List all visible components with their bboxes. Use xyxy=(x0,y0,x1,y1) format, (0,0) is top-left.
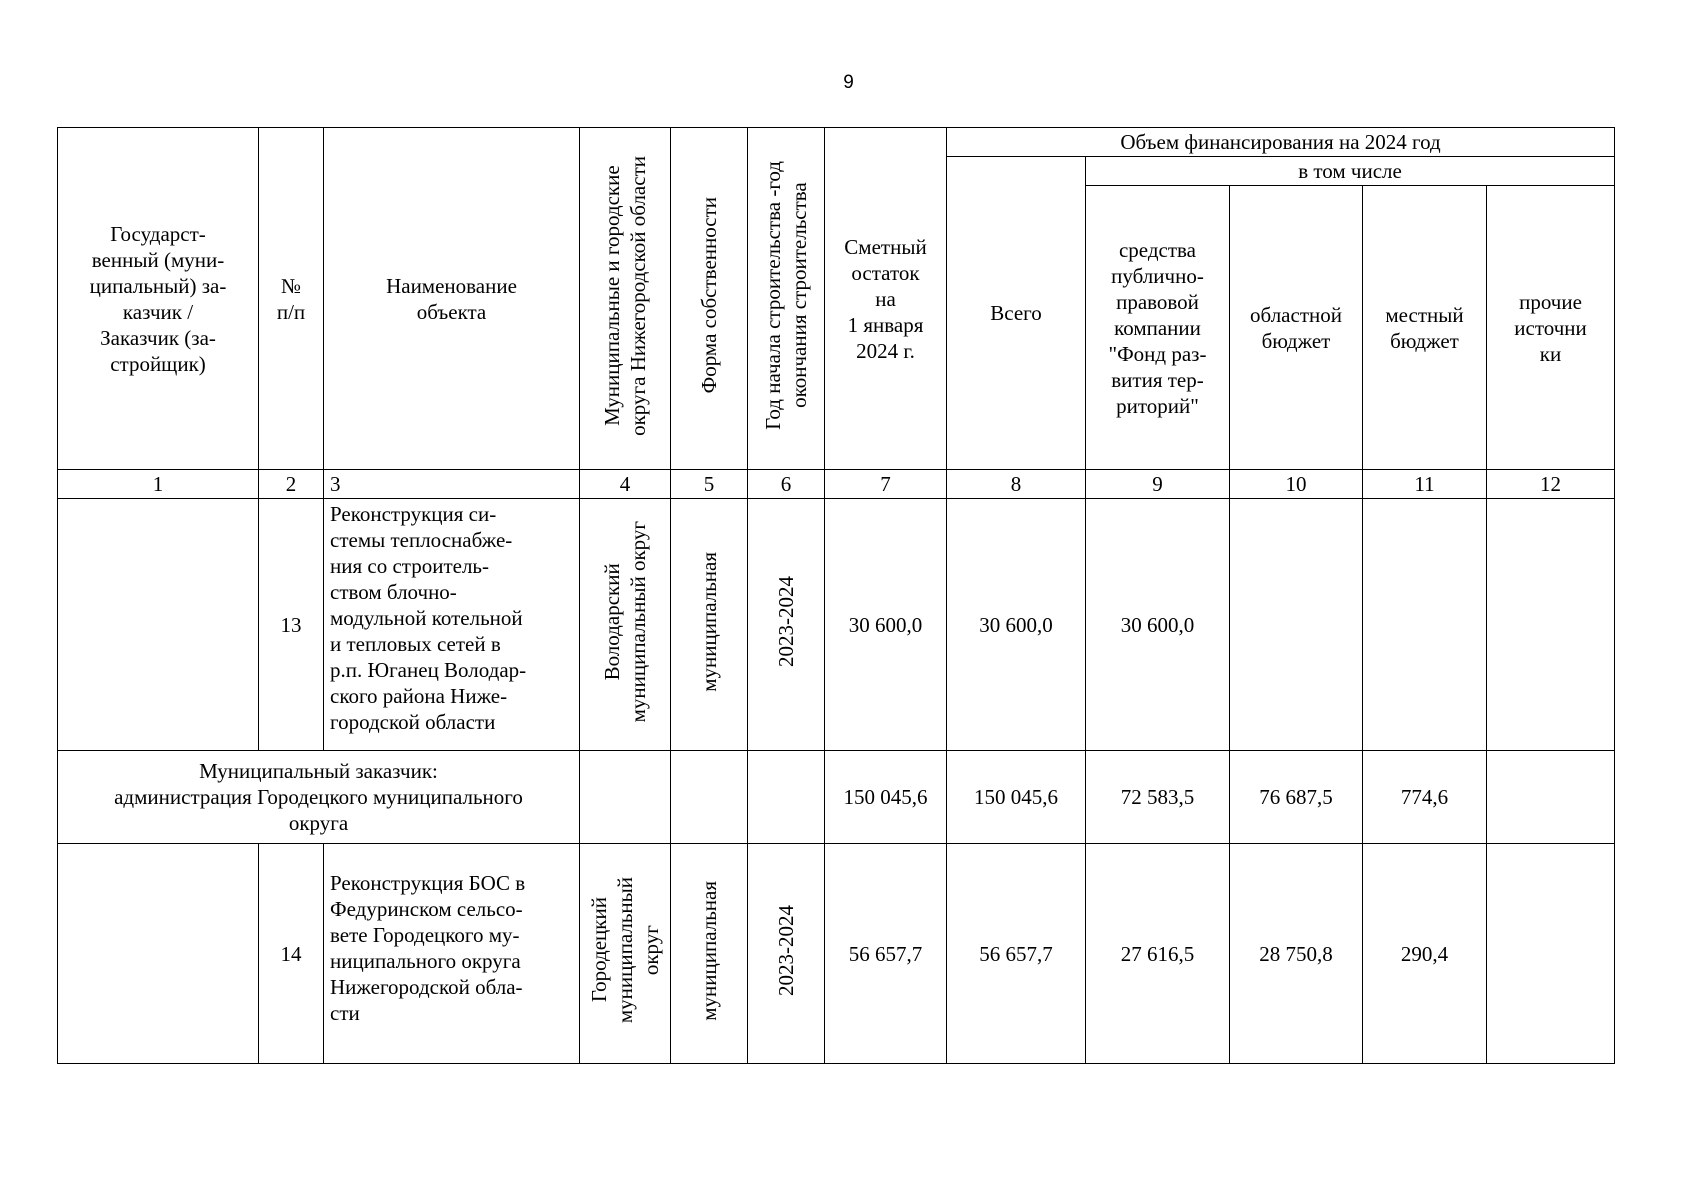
text-line: модульной котельной xyxy=(330,606,523,630)
header-years xyxy=(748,128,825,470)
text-line: областной xyxy=(1250,302,1342,327)
row-local xyxy=(1363,499,1487,751)
text-line: на xyxy=(875,286,896,311)
header-local-text xyxy=(1369,302,1480,354)
group-balance: 150 045,6 xyxy=(825,751,947,844)
text-line: муниципальный округ xyxy=(626,520,650,723)
text-line: № xyxy=(280,273,302,298)
text-line: муниципальный xyxy=(613,877,637,1024)
row-years-text: 2023-2024 xyxy=(774,905,798,996)
text-line: стемы теплоснабже- xyxy=(330,528,513,552)
row-number: 14 xyxy=(259,844,324,1064)
header-number-text xyxy=(265,273,317,325)
column-number-row xyxy=(58,470,1615,499)
group-customer xyxy=(58,751,580,844)
group-local: 774,6 xyxy=(1363,751,1487,844)
text-line: р.п. Юганец Володар- xyxy=(330,658,527,682)
financing-table xyxy=(57,127,1615,1064)
header-ownership-text: Форма собственности xyxy=(697,197,721,394)
table-row-group xyxy=(58,751,1615,844)
text-line: стройщик) xyxy=(110,351,206,376)
text-line: местный xyxy=(1385,302,1464,327)
column-number: 12 xyxy=(1487,470,1615,499)
row-customer-cell xyxy=(58,844,259,1064)
table-row xyxy=(58,844,1615,1064)
header-balance-text xyxy=(831,234,940,364)
column-number: 2 xyxy=(259,470,324,499)
row-ownership-text: муниципальная xyxy=(697,880,721,1021)
header-other xyxy=(1487,186,1615,470)
text-line: объекта xyxy=(416,299,487,324)
column-number: 1 xyxy=(58,470,259,499)
text-line: 1 января xyxy=(847,312,924,337)
column-number: 11 xyxy=(1363,470,1487,499)
header-object-name-text xyxy=(330,273,573,325)
table-row xyxy=(58,499,1615,751)
text-line: ния со строитель- xyxy=(330,554,489,578)
row-municipality-text xyxy=(586,877,664,1023)
text-line: Федуринском сельсо- xyxy=(330,897,523,921)
header-local xyxy=(1363,186,1487,470)
text-line: и тепловых сетей в xyxy=(330,632,501,656)
row-fund: 27 616,5 xyxy=(1086,844,1230,1064)
text-line: администрация Городецкого муниципального xyxy=(114,785,523,809)
text-line: вития тер- xyxy=(1111,367,1204,392)
text-line: компании xyxy=(1114,315,1201,340)
header-ownership xyxy=(671,128,748,470)
group-customer-text xyxy=(60,758,577,836)
text-line: Городецкий xyxy=(587,897,611,1004)
header-row-1 xyxy=(58,128,1615,157)
text-line: вете Городецкого му- xyxy=(330,923,520,947)
row-fund: 30 600,0 xyxy=(1086,499,1230,751)
text-line: Год начала строительства -год xyxy=(761,161,785,430)
text-line: риторий" xyxy=(1116,393,1199,418)
column-number: 10 xyxy=(1230,470,1363,499)
row-object-name-text xyxy=(330,870,573,1026)
row-local: 290,4 xyxy=(1363,844,1487,1064)
header-object-name xyxy=(324,128,580,470)
header-customer xyxy=(58,128,259,470)
row-total: 56 657,7 xyxy=(947,844,1086,1064)
header-balance xyxy=(825,128,947,470)
text-line: Заказчик (за- xyxy=(100,325,216,350)
text-line: городской области xyxy=(330,710,496,734)
text-line: венный (муни- xyxy=(91,247,225,272)
text-line: Володарский xyxy=(600,562,624,681)
column-number: 9 xyxy=(1086,470,1230,499)
row-municipality-text xyxy=(599,521,651,722)
text-line: ством блочно- xyxy=(330,580,457,604)
text-line: 2024 г. xyxy=(856,338,915,363)
row-total: 30 600,0 xyxy=(947,499,1086,751)
header-total: Всего xyxy=(947,157,1086,470)
text-line: "Фонд раз- xyxy=(1108,341,1207,366)
text-line: Муниципальный заказчик: xyxy=(199,759,438,783)
header-funding-title: Объем финансирования на 2024 год xyxy=(947,128,1615,157)
row-object-name xyxy=(324,844,580,1064)
text-line: округ xyxy=(639,925,663,976)
row-regional: 28 750,8 xyxy=(1230,844,1363,1064)
row-object-name-text xyxy=(330,501,573,735)
group-total: 150 045,6 xyxy=(947,751,1086,844)
header-customer-text xyxy=(64,221,252,377)
row-municipality xyxy=(580,499,671,751)
group-empty-cell xyxy=(671,751,748,844)
text-line: округа Нижегородской области xyxy=(626,155,650,436)
row-balance: 30 600,0 xyxy=(825,499,947,751)
text-line: Реконструкция БОС в xyxy=(330,871,526,895)
text-line: Государст- xyxy=(110,221,206,246)
text-line: правовой xyxy=(1116,289,1199,314)
row-years xyxy=(748,499,825,751)
text-line: бюджет xyxy=(1261,328,1331,353)
column-number: 6 xyxy=(748,470,825,499)
text-line: п/п xyxy=(276,299,306,324)
text-line: Реконструкция си- xyxy=(330,502,497,526)
group-regional: 76 687,5 xyxy=(1230,751,1363,844)
text-line: остаток xyxy=(851,260,920,285)
row-ownership xyxy=(671,499,748,751)
column-number: 4 xyxy=(580,470,671,499)
text-line: Нижегородской обла- xyxy=(330,975,523,999)
text-line: Наименование xyxy=(386,273,517,298)
text-line: прочие xyxy=(1519,289,1582,314)
text-line: средства xyxy=(1118,237,1196,262)
row-other xyxy=(1487,844,1615,1064)
page-number: 9 xyxy=(843,72,854,93)
text-line: окончания строительства xyxy=(787,182,811,409)
text-line: ского района Ниже- xyxy=(330,684,508,708)
header-other-text xyxy=(1493,289,1608,367)
row-balance: 56 657,7 xyxy=(825,844,947,1064)
column-number: 5 xyxy=(671,470,748,499)
header-years-text xyxy=(760,161,812,430)
text-line: округа xyxy=(288,811,349,835)
row-years xyxy=(748,844,825,1064)
row-other xyxy=(1487,499,1615,751)
text-line: публично- xyxy=(1111,263,1204,288)
row-customer-cell xyxy=(58,499,259,751)
row-regional xyxy=(1230,499,1363,751)
header-regional xyxy=(1230,186,1363,470)
column-number: 7 xyxy=(825,470,947,499)
row-number: 13 xyxy=(259,499,324,751)
header-fund-text xyxy=(1092,237,1223,419)
group-empty-cell xyxy=(580,751,671,844)
row-ownership xyxy=(671,844,748,1064)
row-municipality xyxy=(580,844,671,1064)
text-line: Муниципальные и городские xyxy=(600,165,624,426)
header-fund xyxy=(1086,186,1230,470)
header-including: в том числе xyxy=(1086,157,1615,186)
row-object-name xyxy=(324,499,580,751)
text-line: ципальный) за- xyxy=(89,273,227,298)
text-line: источни xyxy=(1514,315,1587,340)
row-years-text: 2023-2024 xyxy=(774,576,798,667)
header-number xyxy=(259,128,324,470)
column-number: 8 xyxy=(947,470,1086,499)
group-fund: 72 583,5 xyxy=(1086,751,1230,844)
text-line: бюджет xyxy=(1390,328,1459,353)
group-other xyxy=(1487,751,1615,844)
text-line: ки xyxy=(1539,341,1562,366)
header-municipality-text xyxy=(599,156,651,436)
group-empty-cell xyxy=(748,751,825,844)
text-line: казчик / xyxy=(122,299,194,324)
text-line: сти xyxy=(330,1001,360,1025)
header-municipality xyxy=(580,128,671,470)
column-number: 3 xyxy=(324,470,580,499)
row-ownership-text: муниципальная xyxy=(697,551,721,692)
text-line: ниципального округа xyxy=(330,949,521,973)
text-line: Сметный xyxy=(844,234,927,259)
header-regional-text xyxy=(1236,302,1356,354)
